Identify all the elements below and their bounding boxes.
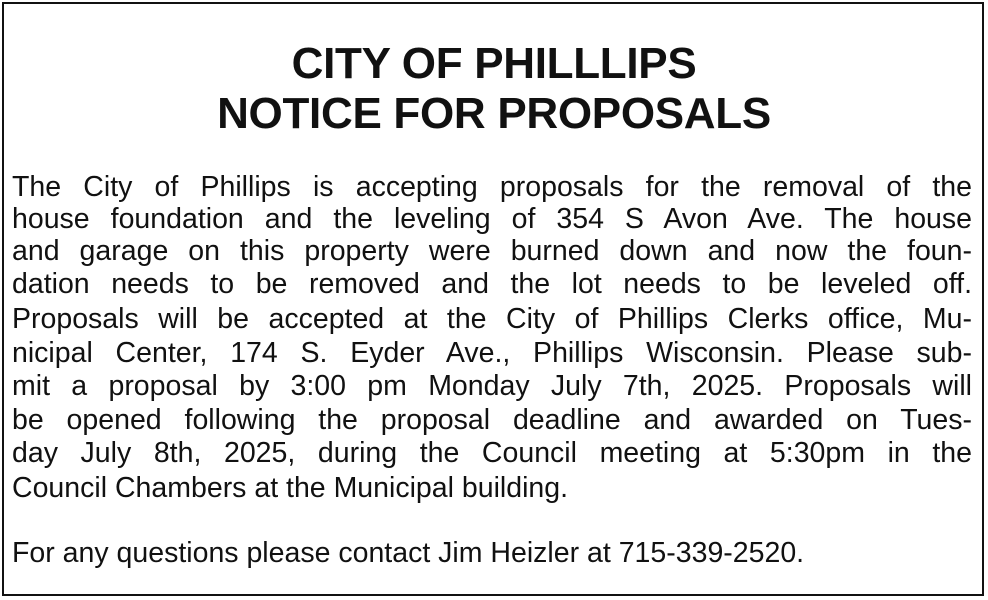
body-line: nicipal Center, 174 S. Eyder Ave., Phillips Wisconsin. Please sub- bbox=[12, 337, 972, 369]
body-line: be opened following the proposal deadline and awarded on Tues- bbox=[12, 404, 972, 436]
body-line: day July 8th, 2025, during the Council meeting at 5:30pm in the bbox=[12, 437, 972, 469]
body-line: house foundation and the leveling of 354 S Avon Ave. The house bbox=[12, 203, 972, 235]
body-line: Council Chambers at the Municipal building. bbox=[12, 472, 569, 504]
contact-line: For any questions please contact Jim Heizler at 715-339-2520. bbox=[12, 537, 805, 569]
body-line: Proposals will be accepted at the City of Phillips Clerks office, Mu- bbox=[12, 303, 972, 335]
body-line: and garage on this property were burned down and now the foun- bbox=[12, 235, 972, 267]
body-line: The City of Phillips is accepting proposals for the removal of the bbox=[12, 171, 972, 203]
notice-title-city: CITY OF PHILLLIPS bbox=[291, 39, 697, 88]
body-line: mit a proposal by 3:00 pm Monday July 7th, 2025. Proposals will bbox=[12, 370, 972, 402]
body-line: dation needs to be removed and the lot needs to be leveled off. bbox=[12, 268, 972, 300]
notice-title-type: NOTICE FOR PROPOSALS bbox=[217, 89, 771, 138]
